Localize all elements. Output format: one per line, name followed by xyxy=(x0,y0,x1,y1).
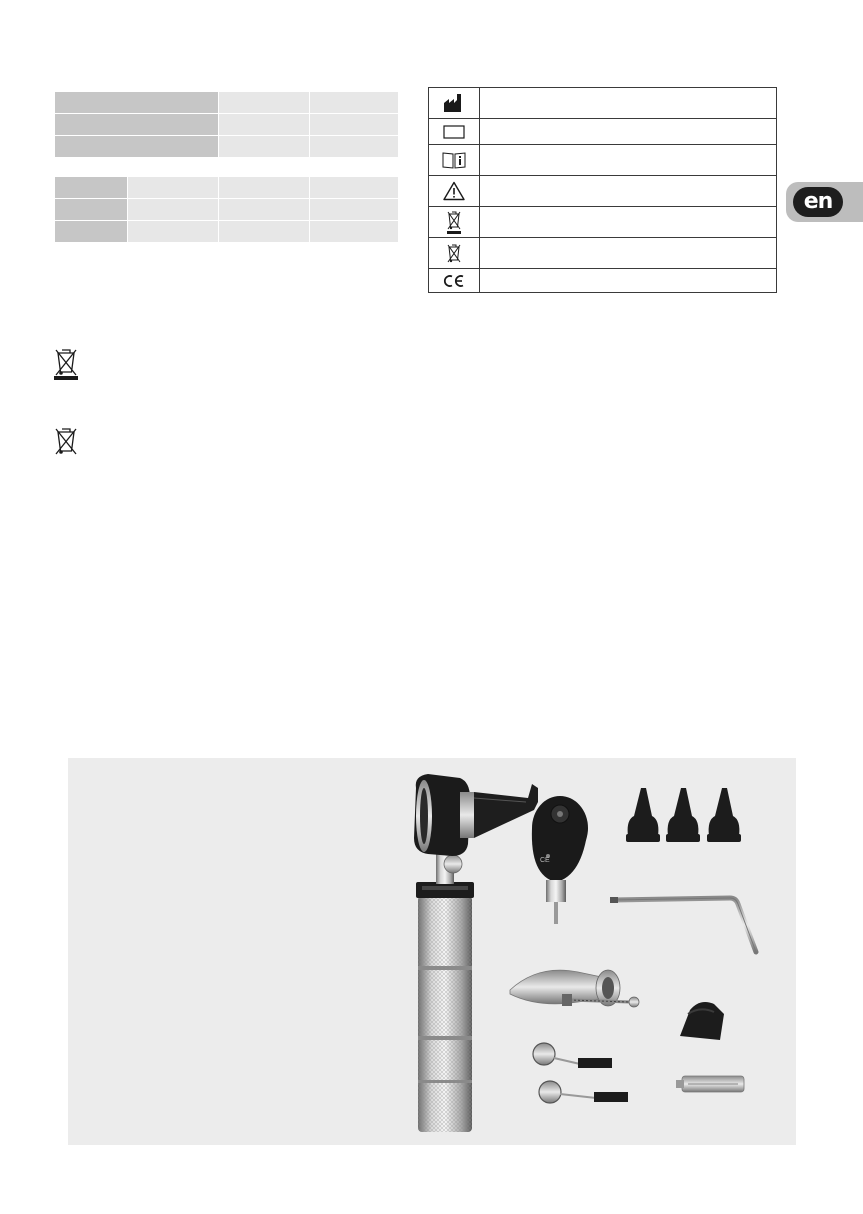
table-cell xyxy=(479,145,776,176)
table-cell xyxy=(128,177,219,199)
table-cell xyxy=(310,199,399,221)
symbols-table xyxy=(428,87,777,293)
warning-icon xyxy=(429,176,480,207)
table-header-cell xyxy=(55,199,128,221)
table-row xyxy=(55,114,399,136)
table-cell xyxy=(219,199,310,221)
table-row xyxy=(429,238,777,269)
table-row xyxy=(55,221,399,243)
table-cell xyxy=(479,88,776,119)
otoscope-head-image xyxy=(414,774,538,856)
table-row xyxy=(429,176,777,207)
reference-number-icon xyxy=(429,119,480,145)
table-cell xyxy=(219,221,310,243)
curved-instrument-image xyxy=(610,897,756,952)
language-code: en xyxy=(803,189,833,214)
table-cell xyxy=(479,207,776,238)
table-row xyxy=(55,199,399,221)
consult-instructions-icon xyxy=(429,145,480,176)
table-cell xyxy=(128,221,219,243)
weee-bin-with-bar-icon xyxy=(429,207,480,238)
table-cell xyxy=(479,176,776,207)
ophthalmoscope-head-image xyxy=(532,796,588,924)
table-row xyxy=(429,145,777,176)
halogen-bulb-image xyxy=(676,1076,744,1092)
rubber-adapter-image xyxy=(680,1002,724,1040)
table-row xyxy=(429,119,777,145)
table-cell xyxy=(219,136,310,158)
weee-bin-icon xyxy=(429,238,480,269)
table-cell xyxy=(310,114,399,136)
ce-mark-icon xyxy=(429,269,480,293)
table-row xyxy=(55,177,399,199)
svg-text:CE: CE xyxy=(540,857,550,864)
table-header-cell xyxy=(55,136,219,158)
weee-bin-with-bar-icon xyxy=(52,345,80,386)
table-cell xyxy=(310,92,399,114)
product-image-panel xyxy=(68,758,796,1145)
ear-specula-image xyxy=(626,788,741,842)
table-row xyxy=(429,207,777,238)
table-header-cell xyxy=(55,221,128,243)
otoscope-handle-image xyxy=(416,850,474,1132)
laryngeal-mirrors-image xyxy=(533,1043,628,1103)
table-cell xyxy=(128,199,219,221)
table-cell xyxy=(479,119,776,145)
table-cell xyxy=(310,221,399,243)
table-cell xyxy=(219,177,310,199)
language-badge xyxy=(793,187,843,217)
table-row xyxy=(55,92,399,114)
table-cell xyxy=(479,238,776,269)
specs-table-bottom xyxy=(54,176,399,243)
table-cell xyxy=(479,269,776,293)
language-tab[interactable] xyxy=(786,182,863,222)
table-row xyxy=(55,136,399,158)
table-row xyxy=(429,269,777,293)
manufacturer-icon xyxy=(429,88,480,119)
table-cell xyxy=(219,92,310,114)
table-header-cell xyxy=(55,92,219,114)
table-row xyxy=(429,88,777,119)
table-cell xyxy=(310,136,399,158)
nasal-speculum-image xyxy=(510,970,639,1007)
table-header-cell xyxy=(55,177,128,199)
table-cell xyxy=(219,114,310,136)
weee-bin-icon xyxy=(52,424,80,461)
table-cell xyxy=(310,177,399,199)
table-header-cell xyxy=(55,114,219,136)
specs-table-top xyxy=(54,91,399,158)
